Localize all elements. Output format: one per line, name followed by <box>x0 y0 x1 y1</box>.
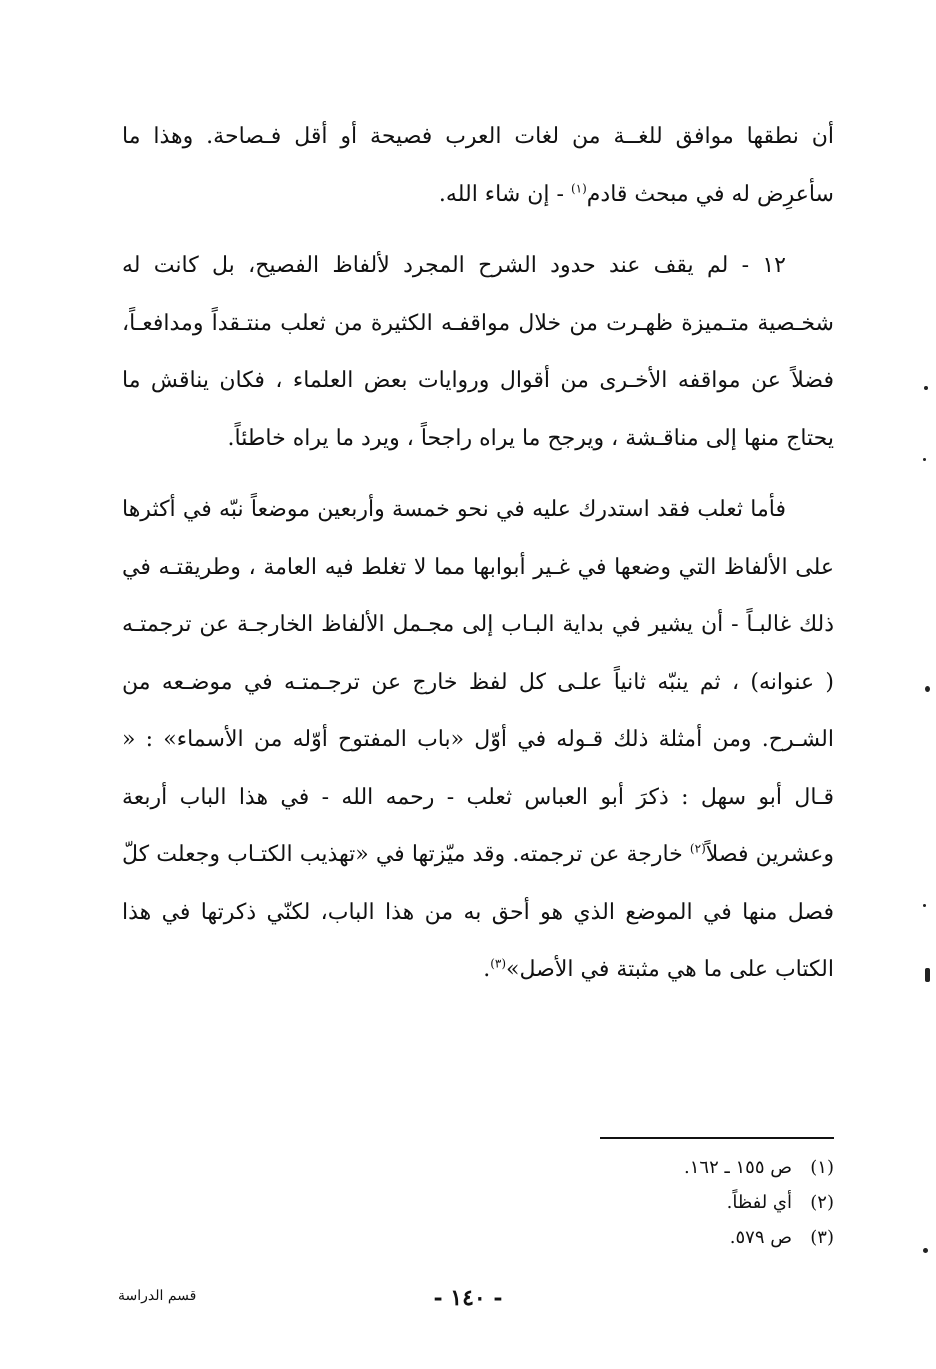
scan-speck <box>923 1248 928 1253</box>
footnote-1 <box>434 1150 834 1185</box>
scan-speck <box>925 968 930 982</box>
footnote-number: (٣) <box>810 1227 834 1248</box>
paragraph-1-line-2: سأعرِض له في مبحث قادم <box>586 181 834 207</box>
footnote-text: ص ٥٧٩. <box>729 1227 792 1248</box>
paragraph-3-part-3: . <box>483 957 491 982</box>
footnote-text: ص ١٥٥ ـ ١٦٢. <box>684 1157 792 1178</box>
footnote-number: (٢) <box>810 1192 834 1213</box>
footnote-2 <box>434 1185 834 1220</box>
paragraph-1 <box>122 108 834 223</box>
footnote-divider <box>600 1137 834 1139</box>
footnotes <box>434 1150 834 1255</box>
paragraph-3 <box>122 481 834 999</box>
scan-speck <box>923 458 926 461</box>
footnote-ref-3: (٣) <box>490 956 507 971</box>
scan-speck <box>923 904 926 907</box>
section-label: قسم الدراسة <box>118 1288 197 1304</box>
footnote-3 <box>434 1220 834 1255</box>
footnote-ref-2: (٢) <box>689 841 706 856</box>
paragraph-1-line-1: أن نطقها موافق للغــة من لغات العرب فصيحة أو أقل فـصاحة. وهذا ما <box>122 124 834 149</box>
paragraph-3-part-1: فأما ثعلب فقد استدرك عليه في نحو خمسة وأربعين موضعاً نبّه في أكثرها على الألفاظ التي وضعها في غـير أبوابها مما لا تغلط فيه العامة ، وطريقتـه في ذلك غالبـاً - أن يشير في بداية البـاب إلى مجـمل الألفاظ الخارجـة عن ترجمتـه ( عنوانه) ، ثم ينبّه ثانياً علـى كل لفظ خارج عن ترجـمتـه في موضـعه من الشـرح. ومن أمثلة ذلك قـوله في أوّل «باب المفتوح أوّله من الأسماء» : « قـال أبو سهل : ذكرَ أبو العباس ثعلب - رحمه الله - في هذا الباب أربعة وعشرين فصلاً <box>122 497 834 867</box>
scan-speck <box>925 686 930 692</box>
body-text <box>122 108 834 999</box>
scan-speck <box>924 386 928 390</box>
footnote-ref-1: (١) <box>570 181 587 196</box>
page-number: - ١٤٠ - <box>433 1285 503 1311</box>
paragraph-2: ١٢ - لم يقف عند حدود الشرح المجرد لألفاظ الفصيح، بل كانت له شخـصية متـميزة ظهـرت من خلال مواقفـه الكثيرة من ثعلب منتـقداً ومدافعـاً، فضلاً عن مواقفه الأخـرى من أقوال وروايات بعض العلماء ، فكان يناقش ما يحتاج منها إلى مناقـشة ، ويرجح ما يراه راجحاً ، ويرد ما يراه خاطئاً. <box>122 253 834 451</box>
footnote-number: (١) <box>810 1157 834 1178</box>
footnote-text: أي لفظاً. <box>726 1192 792 1213</box>
paragraph-3-part-2: خارجة عن ترجمته. وقد ميّزتها في «تهذيب الكتـاب وجعلت كلّ فصل منها في الموضع الذي هو أحق به من هذا الباب، لكنّي ذكرتها في هذا الكتاب على ما هي مثبتة في الأصل» <box>122 842 834 982</box>
paragraph-1-tail: - إن شاء الله. <box>438 181 571 207</box>
